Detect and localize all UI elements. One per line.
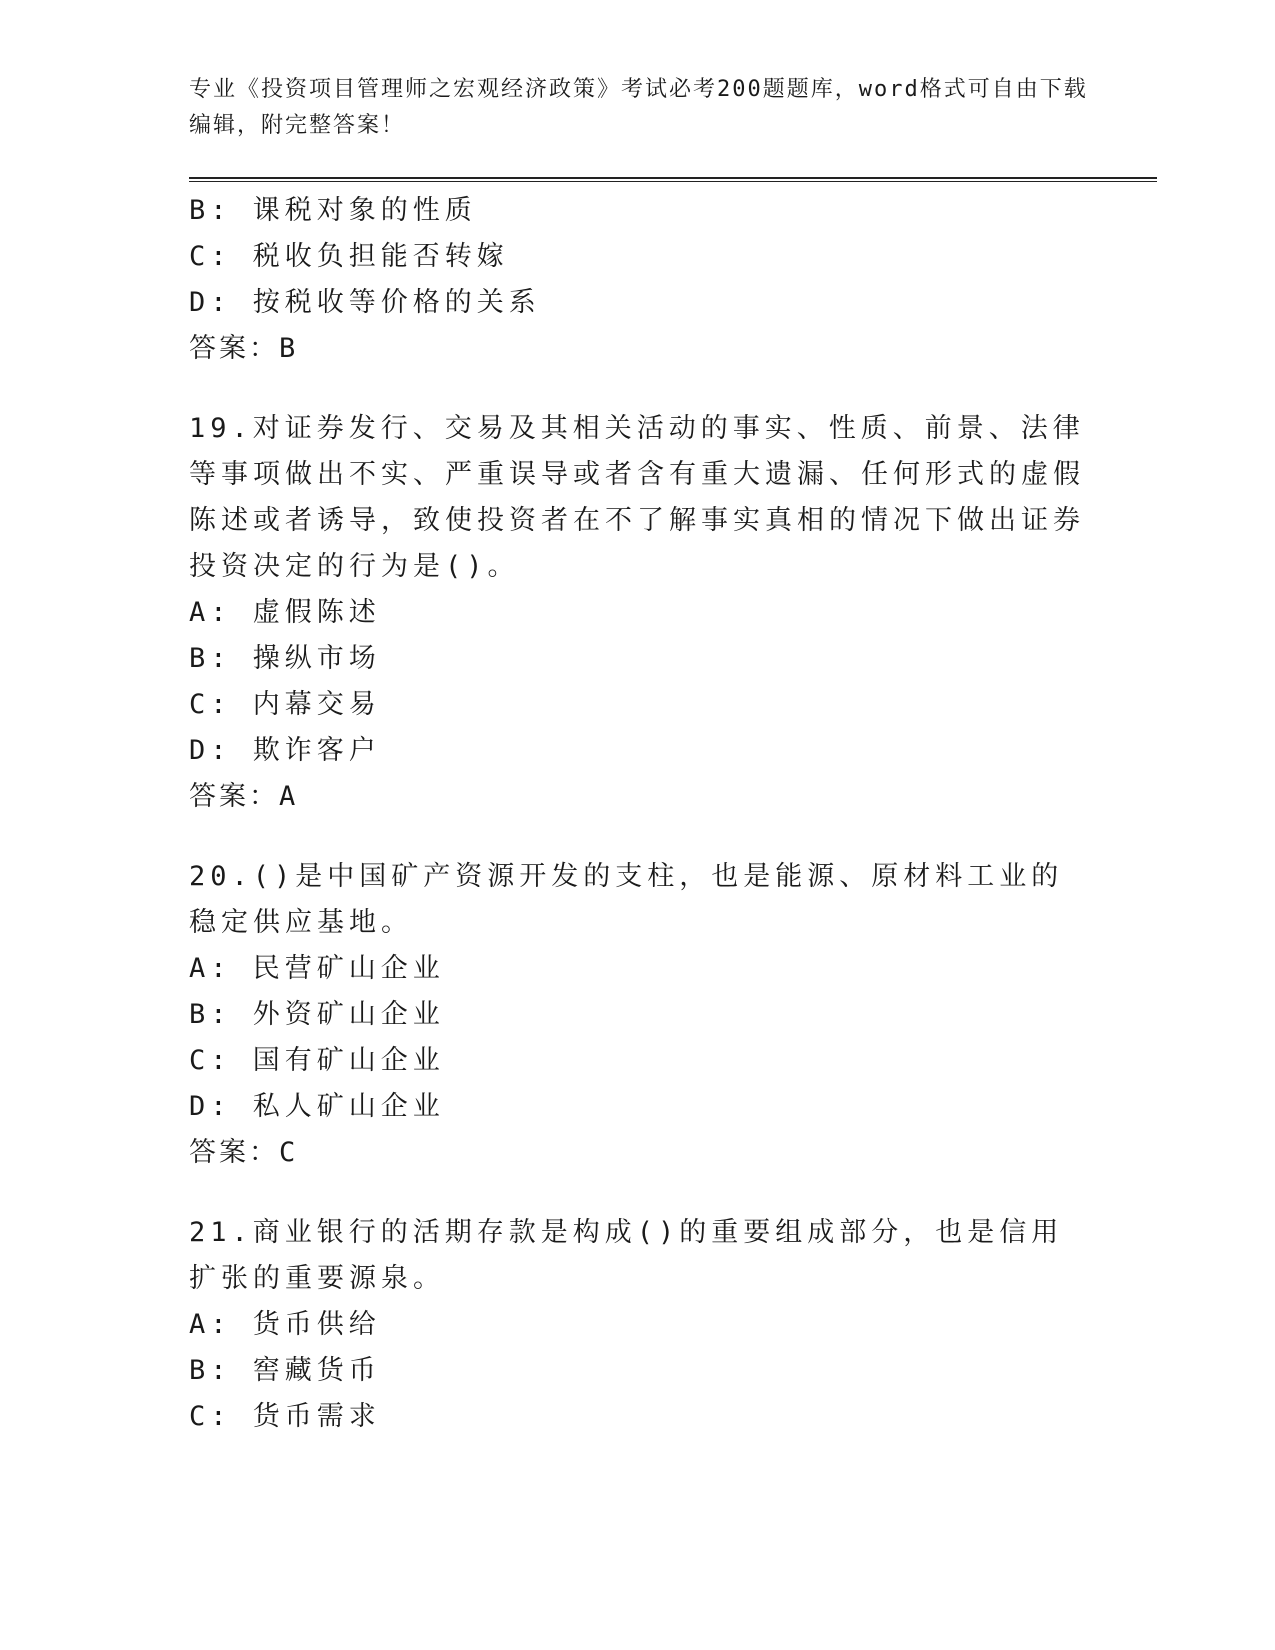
answer-value: B xyxy=(279,333,301,364)
option-b: B: 操纵市场 xyxy=(189,643,381,674)
option-c: C: 税收负担能否转嫁 xyxy=(189,241,509,272)
option-c: C: 内幕交易 xyxy=(189,689,381,720)
document-header: 专业《投资项目管理师之宏观经济政策》考试必考200题题库，word格式可自由下载编辑，附完整答案！ xyxy=(189,77,1088,138)
option-d: D: 欺诈客户 xyxy=(189,735,381,766)
question-18-tail xyxy=(189,188,1089,372)
option-c: C: 国有矿山企业 xyxy=(189,1045,445,1076)
question-list xyxy=(189,188,1089,1440)
answer-label: 答案： xyxy=(189,1137,279,1168)
option-a: A: 虚假陈述 xyxy=(189,597,381,628)
question-stem: 21.商业银行的活期存款是构成()的重要组成部分，也是信用扩张的重要源泉。 xyxy=(189,1217,1064,1294)
answer-line xyxy=(189,1130,1089,1176)
question-21 xyxy=(189,1210,1089,1440)
option-b: B: 窖藏货币 xyxy=(189,1355,381,1386)
answer-value: C xyxy=(279,1137,301,1168)
question-stem: 20.()是中国矿产资源开发的支柱，也是能源、原材料工业的稳定供应基地。 xyxy=(189,861,1064,938)
answer-label: 答案： xyxy=(189,781,279,812)
answer-value: A xyxy=(279,781,301,812)
option-b: B: 课税对象的性质 xyxy=(189,195,477,226)
option-a: A: 货币供给 xyxy=(189,1309,381,1340)
option-c: C: 货币需求 xyxy=(189,1401,381,1432)
option-d: D: 私人矿山企业 xyxy=(189,1091,445,1122)
answer-line xyxy=(189,774,1089,820)
option-d: D: 按税收等价格的关系 xyxy=(189,287,541,318)
answer-label: 答案： xyxy=(189,333,279,364)
question-20 xyxy=(189,854,1089,1176)
option-b: B: 外资矿山企业 xyxy=(189,999,445,1030)
answer-line xyxy=(189,326,1089,372)
question-19 xyxy=(189,406,1089,820)
header-divider xyxy=(189,177,1157,182)
option-a: A: 民营矿山企业 xyxy=(189,953,445,984)
question-stem: 19.对证券发行、交易及其相关活动的事实、性质、前景、法律等事项做出不实、严重误导或者含有重大遗漏、任何形式的虚假陈述或者诱导，致使投资者在不了解事实真相的情况下做出证券投资决定的行为是()。 xyxy=(189,413,1085,582)
